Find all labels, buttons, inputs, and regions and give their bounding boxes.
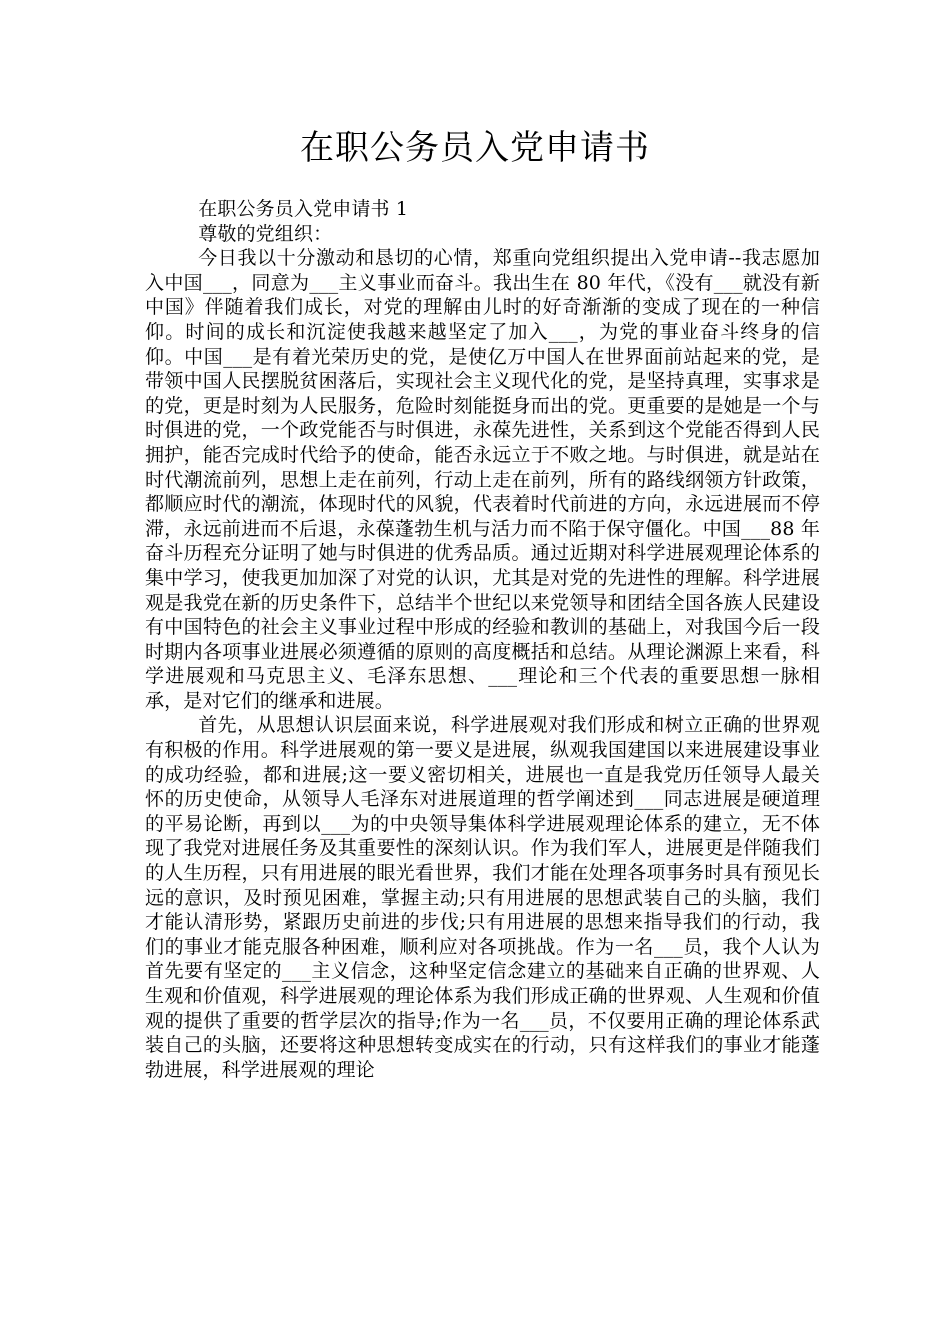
document-body	[145, 197, 820, 1082]
salutation-line: 尊敬的党组织：	[198, 222, 333, 245]
subtitle-line: 在职公务员入党申请书 1	[198, 198, 409, 220]
body-paragraph-1: 今日我以十分激动和恳切的心情，郑重向党组织提出入党申请--我志愿加入中国___，同意为___主义事业而奋斗。我出生在 80 年代，《没有___就没有新中国》伴随着我们成长，对党的理解由儿时的好奇渐渐的变成了现在的一种信仰。时间的成长和沉淀使我越来越坚定了加入___，为党的事业奋斗终身的信仰。中国___是有着光荣历史的党，是使亿万中国人在世界面前站起来的党，是带领中国人民摆脱贫困落后，实现社会主义现代化的党，是坚持真理，实事求是的党，更是时刻为人民服务，危险时刻能挺身而出的党。更重要的是她是一个与时俱进的党，一个政党能否与时俱进，永葆先进性，关系到这个党能否得到人民拥护，能否完成时代给予的使命，能否永远立于不败之地。与时俱进，就是站在时代潮流前列，思想上走在前列，行动上走在前列，所有的路线纲领方针政策，都顺应时代的潮流，体现时代的风貌，代表着时代前进的方向，永远进展而不停滞，永远前进而不后退，永葆蓬勃生机与活力而不陷于保守僵化。中国___88 年奋斗历程充分证明了她与时俱进的优秀品质。通过近期对科学进展观理论体系的集中学习，使我更加加深了对党的认识，尤其是对党的先进性的理解。科学进展观是我党在新的历史条件下，总结半个世纪以来党领导和团结全国各族人民建设有中国特色的社会主义事业过程中形成的经验和教训的基础上，对我国今后一段时期内各项事业进展必须遵循的原则的高度概括和总结。从理论渊源上来看，科学进展观和马克思主义、毛泽东思想、___理论和三个代表的重要思想一脉相承，是对它们的继承和进展。	[145, 247, 820, 712]
document-title: 在职公务员入党申请书	[300, 128, 650, 168]
body-paragraph-2: 首先，从思想认识层面来说，科学进展观对我们形成和树立正确的世界观有积极的作用。科学进展观的第一要义是进展，纵观我国建国以来进展建设事业的成功经验，都和进展;这一要义密切相关，进展也一直是我党历任领导人最关怀的历史使命，从领导人毛泽东对进展道理的哲学阐述到___同志进展是硬道理的平易论断，再到以___为的中央领导集体科学进展观理论体系的建立，无不体现了我党对进展任务及其重要性的深刻认识。作为我们军人，进展更是伴随我们的人生历程，只有用进展的眼光看世界，我们才能在处理各项事务时具有预见长远的意识，及时预见困难，掌握主动;只有用进展的思想武装自己的头脑，我们才能认清形势，紧跟历史前进的步伐;只有用进展的思想来指导我们的行动，我们的事业才能克服各种困难，顺利应对各项挑战。作为一名___员，我个人认为首先要有坚定的___主义信念，这种坚定信念建立的基础来自正确的世界观、人生观和价值观，科学进展观的理论体系为我们形成正确的世界观、人生观和价值观的提供了重要的哲学层次的指导;作为一名___员，不仅要用正确的理论体系武装自己的头脑，还要将这种思想转变成实在的行动，只有这样我们的事业才能蓬勃进展，科学进展观的理论	[145, 714, 820, 1081]
